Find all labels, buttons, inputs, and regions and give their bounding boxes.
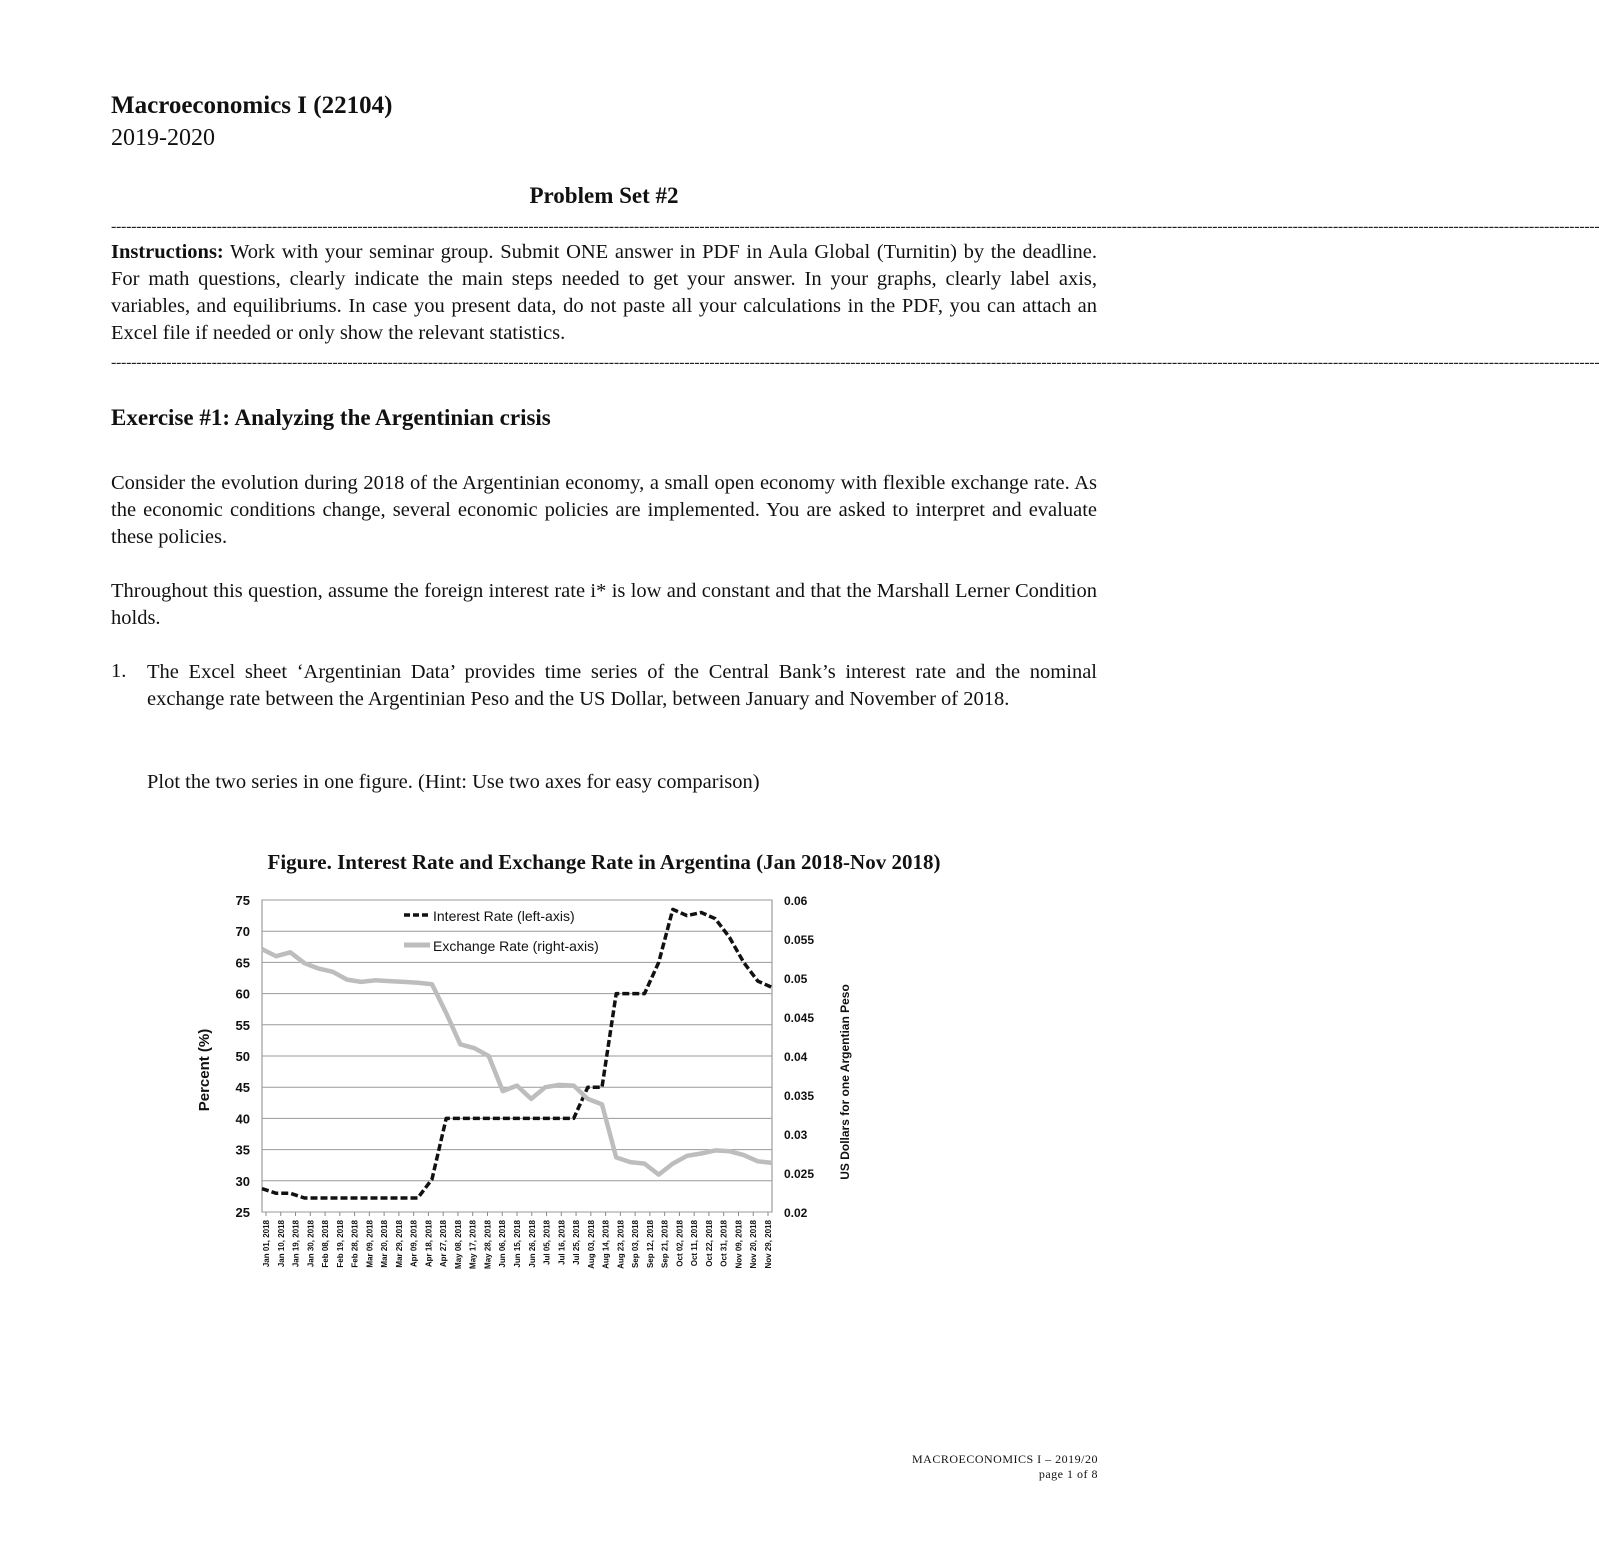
y2-tick-label: 0.02 xyxy=(784,1206,808,1220)
exchange-rate-line xyxy=(262,949,772,1175)
legend-exchange-label: Exchange Rate (right-axis) xyxy=(433,938,599,954)
x-tick-label: Apr 27, 2018 xyxy=(439,1220,449,1268)
y-tick-label: 55 xyxy=(235,1017,250,1033)
y-tick-label: 75 xyxy=(235,893,250,908)
x-tick-label: Feb 19, 2018 xyxy=(335,1220,345,1268)
y2-tick-label: 0.055 xyxy=(784,933,815,947)
x-tick-label: Sep 12, 2018 xyxy=(645,1220,655,1269)
x-tick-label: Oct 22, 2018 xyxy=(704,1220,714,1267)
y2-tick-label: 0.025 xyxy=(784,1167,815,1181)
problem-set-title: Problem Set #2 xyxy=(529,183,679,208)
item-1-plot-instruction: Plot the two series in one figure. (Hint: Use two axes for easy comparison) xyxy=(147,771,760,793)
y2-tick-label: 0.045 xyxy=(784,1011,815,1025)
y-tick-label: 30 xyxy=(235,1173,250,1189)
y-axis-label: Percent (%) xyxy=(196,1028,213,1112)
x-tick-label: Nov 29, 2018 xyxy=(764,1220,773,1269)
x-tick-label: Mar 29, 2018 xyxy=(394,1220,404,1268)
y2-tick-label: 0.05 xyxy=(784,972,808,986)
y-tick-label: 60 xyxy=(235,986,250,1002)
x-tick-label: Sep 21, 2018 xyxy=(660,1220,670,1269)
y-tick-label: 70 xyxy=(235,924,250,940)
instructions-label: Instructions: xyxy=(111,241,224,263)
x-tick-label: Nov 09, 2018 xyxy=(734,1220,744,1269)
legend-interest-label: Interest Rate (left-axis) xyxy=(433,908,575,924)
item-1-text: The Excel sheet ‘Argentinian Data’ provides time series of the Central Bank’s interest rate and the nominal exchange rate between the Argentinian Peso and the US Dollar, between January and November of 2018. xyxy=(147,661,1097,710)
x-tick-label: Jun 06, 2018 xyxy=(498,1220,508,1268)
x-tick-label: Nov 20, 2018 xyxy=(749,1220,759,1269)
exercise-title: Exercise #1: Analyzing the Argentinian crisis xyxy=(111,405,551,430)
x-tick-label: Jan 10, 2018 xyxy=(276,1220,286,1268)
x-tick-label: Jul 25, 2018 xyxy=(572,1220,582,1265)
x-tick-label: Sep 03, 2018 xyxy=(631,1220,641,1269)
figure-title: Figure. Interest Rate and Exchange Rate in Argentina (Jan 2018-Nov 2018) xyxy=(267,850,941,874)
x-tick-label: Oct 31, 2018 xyxy=(719,1220,729,1267)
x-tick-label: Jul 05, 2018 xyxy=(542,1220,552,1265)
x-tick-label: Oct 02, 2018 xyxy=(675,1220,685,1267)
y-tick-label: 25 xyxy=(235,1205,250,1220)
instructions-text: Work with your seminar group. Submit ONE answer in PDF in Aula Global (Turnitin) by the deadline. For math questions, clearly indicate the main steps needed to get your answer. In your graphs, clearly label axis, variables, and equilibriums. In case you present data, do not paste all your calculations in the PDF, you can attach an Excel file if needed or only show the relevant statistics. xyxy=(111,241,1097,344)
x-tick-label: May 17, 2018 xyxy=(468,1220,478,1269)
y2-tick-label: 0.035 xyxy=(784,1089,815,1103)
x-tick-label: Oct 11, 2018 xyxy=(690,1220,700,1267)
x-tick-label: Mar 09, 2018 xyxy=(365,1220,375,1268)
y-tick-label: 45 xyxy=(235,1080,250,1096)
academic-year: 2019-2020 xyxy=(111,125,215,151)
separator-top: -------------------------------------------------------------------------------------------------------------------------------------------------------------------------------------------------------------------------------------------------------------------------------------------------------- xyxy=(111,218,1599,235)
y2-tick-label: 0.06 xyxy=(784,894,808,908)
y2-tick-label: 0.04 xyxy=(784,1050,808,1064)
y2-tick-label: 0.03 xyxy=(784,1128,808,1142)
y2-axis-label: US Dollars for one Argentian Peso xyxy=(838,984,852,1180)
x-tick-label: Jan 01, 2018 xyxy=(262,1220,271,1268)
course-title: Macroeconomics I (22104) xyxy=(111,92,393,119)
x-tick-label: Jan 19, 2018 xyxy=(291,1220,301,1268)
x-tick-label: Aug 14, 2018 xyxy=(601,1220,611,1269)
footer-course: MACROECONOMICS I – 2019/20 xyxy=(911,1452,1098,1466)
item-number: 1. xyxy=(111,660,127,682)
x-tick-label: Apr 09, 2018 xyxy=(409,1220,419,1268)
y-tick-label: 50 xyxy=(235,1049,250,1064)
footer xyxy=(912,1452,1098,1482)
x-tick-label: Aug 03, 2018 xyxy=(586,1220,596,1269)
y-tick-label: 65 xyxy=(235,955,250,971)
exercise-paragraph-1: Consider the evolution during 2018 of the Argentinian economy, a small open economy with flexible exchange rate. As the economic conditions change, several economic policies are implemented. You are asked to interpret and evaluate these policies. xyxy=(111,472,1097,548)
x-tick-label: Aug 23, 2018 xyxy=(616,1220,626,1269)
x-tick-label: May 08, 2018 xyxy=(453,1220,463,1269)
x-tick-label: Jun 15, 2018 xyxy=(513,1220,522,1268)
y-tick-label: 35 xyxy=(235,1142,250,1158)
exercise-paragraph-2: Throughout this question, assume the foreign interest rate i* is low and constant and that the Marshall Lerner Condition holds. xyxy=(111,580,1097,629)
footer-page-number: page 1 of 8 xyxy=(1038,1467,1098,1481)
x-tick-label: Apr 18, 2018 xyxy=(424,1220,434,1268)
x-tick-label: Feb 28, 2018 xyxy=(350,1220,360,1268)
x-tick-label: Jun 26, 2018 xyxy=(527,1220,537,1268)
x-tick-label: Jan 30, 2018 xyxy=(306,1220,316,1268)
x-tick-label: Jul 16, 2018 xyxy=(557,1220,567,1265)
x-tick-label: Mar 20, 2018 xyxy=(380,1220,390,1268)
x-tick-label: May 28, 2018 xyxy=(483,1220,493,1269)
y-tick-label: 40 xyxy=(235,1111,250,1127)
separator-bottom: -------------------------------------------------------------------------------------------------------------------------------------------------------------------------------------------------------------------------------------------------------------------------------------------------------- xyxy=(111,354,1599,371)
x-tick-label: Feb 08, 2018 xyxy=(321,1220,331,1268)
